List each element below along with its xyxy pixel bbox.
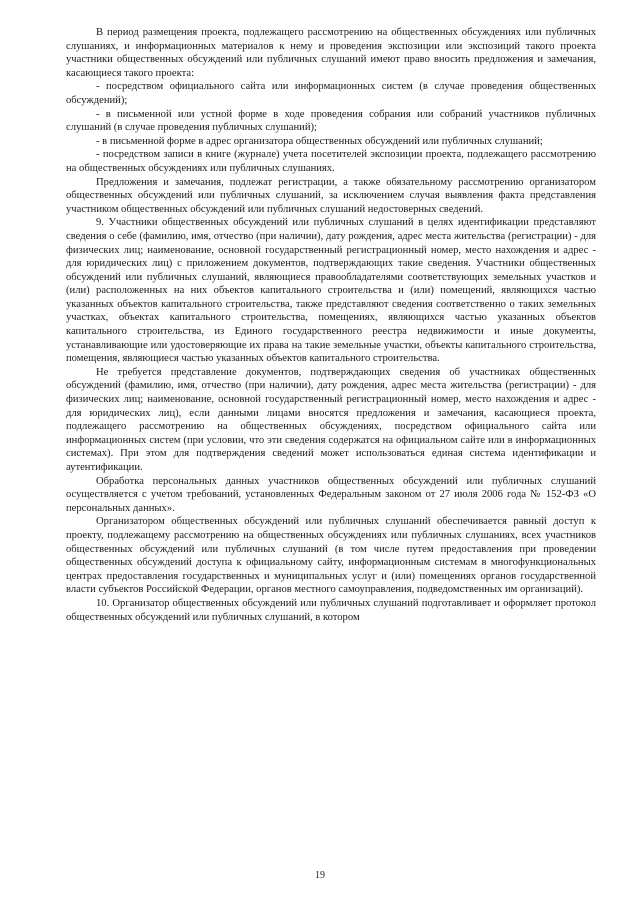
page-number: 19 bbox=[315, 870, 325, 881]
paragraph-list-item-journal: - посредством записи в книге (журнале) учета посетителей экспозиции проекта, подлежащего рассмотрению на общественных обсуждениях или публичных слушаниях. bbox=[66, 149, 596, 174]
paragraph-list-item-meeting: - в письменной или устной форме в ходе проведения собрания или собраний участников публичных слушаний (в случае проведения публичных слушаний); bbox=[66, 108, 596, 134]
paragraph-section-10: 10. Организатор общественных обсуждений или публичных слушаний подготавливает и оформляет протокол общественных обсуждений или публичных слушаний, в котором bbox=[66, 597, 596, 623]
paragraph-personal-data: Обработка персональных данных участников общественных обсуждений или публичных слушаний осуществляется с учетом требований, установленных Федеральным законом от 27 июля 2006 года № 152-ФЗ «О персональных данных». bbox=[66, 475, 596, 514]
paragraph-equal-access: Организатором общественных обсуждений или публичных слушаний обеспечивается равный доступ к проекту, подлежащему рассмотрению на общественных обсуждениях или публичных слушаниях, всех участников общественных обсуждений или публичных слушаний (в том числе путем предоставления при проведении общественных обсуждений доступа к официальному сайту, информационным системам в многофункциональных центрах предоставления государственных и муниципальных услуг и (или) помещениях органов государственной власти субъектов Российской Федерации, органов местного самоуправления, подведомственных им организаций). bbox=[66, 516, 596, 596]
paragraph-list-item-website: - посредством официального сайта или информационных систем (в случае проведения общественных обсуждений); bbox=[66, 81, 596, 106]
paragraph-section-9: 9. Участники общественных обсуждений или публичных слушаний в целях идентификации представляют сведения о себе (фамилию, имя, отчество (при наличии), дату рождения, адрес места жительства (регистрации) - для физических лиц; наименование, основной государственный регистрационный номер, место нахождения и адрес - для юридических лиц) с приложением документов, подтверждающих такие сведения. Участники общественных обсуждений или публичных слушаний, являющиеся правообладателями соответствующих земельных участков и (или) расположенных на них объектов капитального строительства и (или) помещений, являющихся частью указанных объектов капитального строительства, также представляют сведения соответственно о таких земельных участках, объектах капитального строительства, помещениях, являющихся частью указанных объектов капитального строительства, из Единого государственного реестра недвижимости и иные документы, устанавливающие или удостоверяющие их права на такие земельные участки, объекты капитального строительства, помещения, являющиеся частью указанных объектов капитального строительства. bbox=[66, 217, 596, 365]
paragraph-list-item-written: - в письменной форме в адрес организатора общественных обсуждений или публичных слушаний; bbox=[96, 135, 543, 147]
paragraph-intro: В период размещения проекта, подлежащего рассмотрению на общественных обсуждениях или публичных слушаниях, и информационных материалов к нему и проведения экспозиции или экспозиций такого проекта участники общественных обсуждений или публичных слушаний имеют право вносить предложения и замечания, касающиеся такого проекта: bbox=[66, 27, 596, 79]
paragraph-no-documents: Не требуется представление документов, подтверждающих сведения об участниках общественных обсуждений (фамилию, имя, отчество (при наличии), дату рождения, адрес места жительства (регистрации) - для физических лиц; наименование, основной государственный регистрационный номер, место нахождения и адрес - для юридических лиц), если данными лицами вносятся предложения и замечания, касающиеся проекта, подлежащего рассмотрению на общественных обсуждениях, посредством официального сайта или информационных систем (при условии, что эти сведения содержатся на официальном сайте или в информационных системах). При этом для подтверждения сведений может использоваться единая система идентификации и аутентификации. bbox=[66, 366, 596, 473]
paragraph-registration: Предложения и замечания, подлежат регистрации, а также обязательному рассмотрению организатором общественных обсуждений или публичных слушаний, за исключением случая выявления факта представления участником общественных обсуждений или публичных слушаний недостоверных сведений. bbox=[66, 176, 596, 215]
